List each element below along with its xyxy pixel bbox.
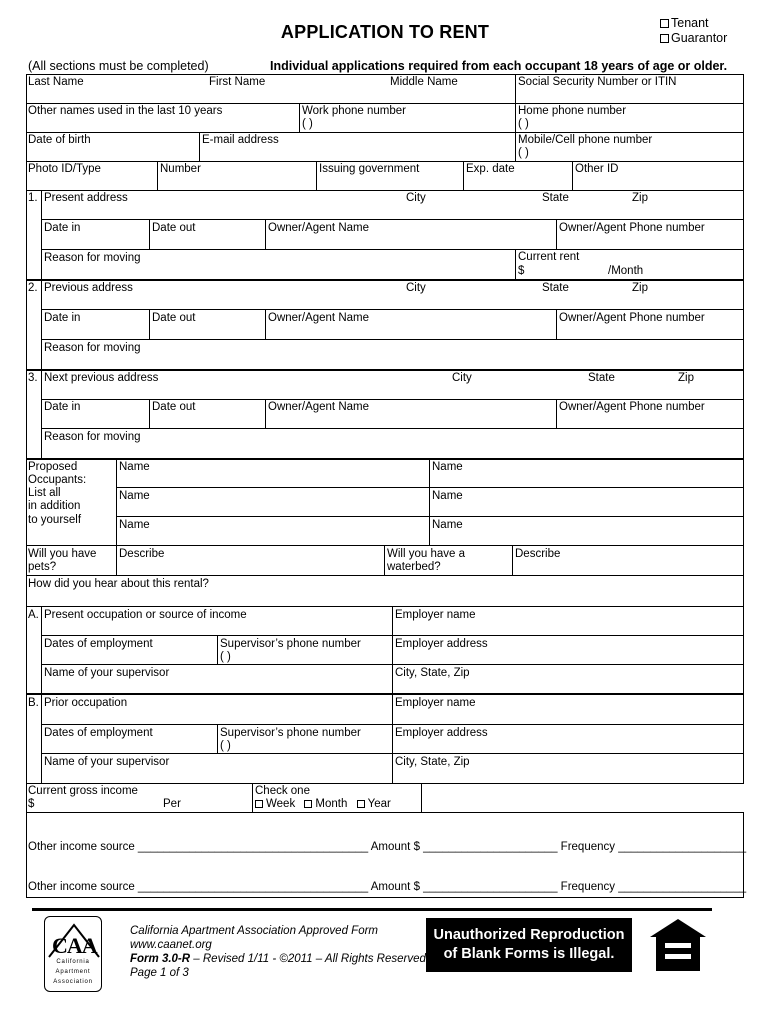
guarantor-checkbox[interactable] — [660, 34, 669, 43]
home-phone-parens: ( ) — [518, 118, 529, 130]
week-label: Week — [266, 798, 296, 810]
home-phone-field[interactable]: Home phone number — [518, 105, 627, 117]
revision-text: – Revised 1/11 - ©2011 – All Rights Reserved — [190, 953, 426, 965]
tenant-label: Tenant — [671, 16, 709, 30]
exp-date-field[interactable]: Exp. date — [466, 163, 515, 175]
occupant-name-field[interactable]: Name — [119, 519, 150, 531]
address-1-date-out-field[interactable]: Date out — [152, 222, 196, 234]
address-2-owner-name-field[interactable]: Owner/Agent Name — [268, 312, 369, 324]
address-2-zip-field[interactable]: Zip — [632, 282, 648, 294]
form-title: APPLICATION TO RENT — [280, 22, 490, 42]
caa-logo — [44, 916, 102, 992]
check-one-label: Check one — [255, 785, 310, 797]
current-rent-dollar: $ — [518, 265, 525, 277]
website-link[interactable]: www.caanet.org — [130, 939, 212, 951]
present-address-field[interactable]: Present address — [44, 192, 128, 204]
address-3-reason-field[interactable]: Reason for moving — [44, 431, 141, 443]
address-3-state-field[interactable]: State — [588, 372, 615, 384]
other-income-line-1[interactable]: Other income source ____________________________________ Amount $ _____________________ Frequency ____________________ — [28, 841, 747, 853]
pets-describe-field[interactable]: Describe — [119, 548, 165, 560]
approved-form-line: California Apartment Association Approved Form — [130, 925, 378, 937]
individual-applications-note: Individual applications required from each occupant 18 years of age or older. — [270, 59, 728, 73]
pets-label-2: pets? — [28, 561, 57, 573]
address-2-city-field[interactable]: City — [406, 282, 426, 294]
warning-line-2: of Blank Forms is Illegal. — [443, 946, 615, 962]
employment-a-letter: A. — [28, 609, 39, 621]
gross-income-dollar: $ — [28, 798, 35, 810]
tenant-checkbox[interactable] — [660, 19, 669, 28]
next-previous-address-field[interactable]: Next previous address — [44, 372, 159, 384]
year-label: Year — [367, 798, 391, 810]
footer-divider — [32, 908, 712, 911]
proposed-occupants-label-2: Occupants: — [28, 474, 87, 486]
mobile-phone-parens: ( ) — [518, 147, 529, 159]
waterbed-label-1: Will you have a — [387, 548, 465, 560]
address-3-city-field[interactable]: City — [452, 372, 472, 384]
address-1-owner-name-field[interactable]: Owner/Agent Name — [268, 222, 369, 234]
address-2-date-in-field[interactable]: Date in — [44, 312, 81, 324]
reproduction-warning — [426, 918, 632, 972]
address-1-zip-field[interactable]: Zip — [632, 192, 648, 204]
proposed-occupants-label-4: in addition — [28, 500, 81, 512]
present-employer-address-field[interactable]: Employer address — [395, 638, 488, 650]
present-dates-of-employment-field[interactable]: Dates of employment — [44, 638, 153, 650]
address-3-number: 3. — [28, 372, 38, 384]
employment-b-letter: B. — [28, 697, 39, 709]
current-rent-per-month: /Month — [608, 265, 644, 277]
caa-logo-line-1: California — [56, 959, 90, 965]
pets-label-1: Will you have — [28, 548, 97, 560]
present-employer-name-field[interactable]: Employer name — [395, 609, 476, 621]
date-of-birth-field[interactable]: Date of birth — [28, 134, 91, 146]
present-supervisor-phone-field[interactable]: Supervisor’s phone number — [220, 638, 361, 650]
page-number: Page 1 of 3 — [130, 967, 189, 979]
address-2-reason-field[interactable]: Reason for moving — [44, 342, 141, 354]
mobile-phone-field[interactable]: Mobile/Cell phone number — [518, 134, 653, 146]
first-name-field[interactable]: First Name — [209, 76, 266, 88]
prior-occupation-field[interactable]: Prior occupation — [44, 697, 128, 709]
occupant-name-field[interactable]: Name — [119, 490, 150, 502]
address-3-date-in-field[interactable]: Date in — [44, 401, 81, 413]
hear-about-rental-field[interactable]: How did you hear about this rental? — [28, 578, 209, 590]
address-3-owner-name-field[interactable]: Owner/Agent Name — [268, 401, 369, 413]
address-1-state-field[interactable]: State — [542, 192, 569, 204]
other-names-field[interactable]: Other names used in the last 10 years — [28, 105, 223, 117]
prior-employer-name-field[interactable]: Employer name — [395, 697, 476, 709]
other-id-field[interactable]: Other ID — [575, 163, 619, 175]
prior-supervisor-name-field[interactable]: Name of your supervisor — [44, 756, 170, 768]
middle-name-field[interactable]: Middle Name — [390, 76, 458, 88]
present-occupation-field[interactable]: Present occupation or source of income — [44, 609, 247, 621]
occupant-name-field[interactable]: Name — [119, 461, 150, 473]
work-phone-field[interactable]: Work phone number — [302, 105, 406, 117]
guarantor-label: Guarantor — [671, 31, 728, 45]
income-period-options — [255, 798, 391, 811]
guarantor-option[interactable] — [660, 31, 727, 45]
month-label: Month — [315, 798, 348, 810]
year-checkbox[interactable] — [357, 800, 365, 808]
caa-logo-letters: CAA — [52, 933, 97, 958]
issuing-government-field[interactable]: Issuing government — [319, 163, 420, 175]
present-supervisor-phone-parens: ( ) — [220, 651, 231, 663]
present-city-state-zip-field[interactable]: City, State, Zip — [395, 667, 470, 679]
month-checkbox[interactable] — [304, 800, 312, 808]
proposed-occupants-label-1: Proposed — [28, 461, 78, 473]
gross-income-field[interactable]: Current gross income — [28, 785, 138, 797]
caa-logo-line-3: Association — [53, 979, 93, 985]
present-supervisor-name-field[interactable]: Name of your supervisor — [44, 667, 170, 679]
caa-logo-line-2: Apartment — [55, 969, 91, 975]
prior-supervisor-phone-field[interactable]: Supervisor’s phone number — [220, 727, 361, 739]
address-1-reason-field[interactable]: Reason for moving — [44, 252, 141, 264]
form-number: Form 3.0-R — [130, 953, 191, 965]
address-1-number: 1. — [28, 192, 38, 204]
week-checkbox[interactable] — [255, 800, 263, 808]
occupant-name-field[interactable]: Name — [432, 461, 463, 473]
waterbed-label-2: waterbed? — [387, 561, 441, 573]
address-1-owner-phone-field[interactable]: Owner/Agent Phone number — [559, 222, 705, 234]
waterbed-describe-field[interactable]: Describe — [515, 548, 561, 560]
other-income-line-2[interactable]: Other income source ____________________________________ Amount $ _____________________ Frequency ____________________ — [28, 881, 747, 893]
equal-housing-icon — [648, 917, 708, 973]
address-2-owner-phone-field[interactable]: Owner/Agent Phone number — [559, 312, 705, 324]
address-1-date-in-field[interactable]: Date in — [44, 222, 81, 234]
tenant-option[interactable] — [660, 16, 709, 30]
address-2-state-field[interactable]: State — [542, 282, 569, 294]
warning-line-1: Unauthorized Reproduction — [433, 927, 625, 943]
address-2-date-out-field[interactable]: Date out — [152, 312, 196, 324]
address-2-number: 2. — [28, 282, 38, 294]
proposed-occupants-label-3: List all — [28, 487, 61, 499]
form-revision-line — [130, 952, 426, 966]
address-3-date-out-field[interactable]: Date out — [152, 401, 196, 413]
occupant-name-field[interactable]: Name — [432, 519, 463, 531]
footer-text-block — [130, 924, 426, 980]
proposed-occupants-label-5: to yourself — [28, 514, 82, 526]
current-rent-field[interactable]: Current rent — [518, 251, 580, 263]
prior-supervisor-phone-parens: ( ) — [220, 740, 231, 752]
photo-id-type-field[interactable]: Photo ID/Type — [28, 163, 101, 175]
last-name-field[interactable]: Last Name — [28, 76, 84, 88]
email-field[interactable]: E-mail address — [202, 134, 279, 146]
previous-address-field[interactable]: Previous address — [44, 282, 133, 294]
ssn-field[interactable]: Social Security Number or ITIN — [518, 76, 677, 88]
prior-dates-of-employment-field[interactable]: Dates of employment — [44, 727, 153, 739]
id-number-field[interactable]: Number — [160, 163, 201, 175]
all-sections-note: (All sections must be completed) — [28, 59, 209, 73]
address-3-zip-field[interactable]: Zip — [678, 372, 694, 384]
prior-employer-address-field[interactable]: Employer address — [395, 727, 488, 739]
occupant-name-field[interactable]: Name — [432, 490, 463, 502]
gross-income-per: Per — [163, 798, 181, 810]
work-phone-parens: ( ) — [302, 118, 313, 130]
prior-city-state-zip-field[interactable]: City, State, Zip — [395, 756, 470, 768]
address-3-owner-phone-field[interactable]: Owner/Agent Phone number — [559, 401, 705, 413]
address-1-city-field[interactable]: City — [406, 192, 426, 204]
